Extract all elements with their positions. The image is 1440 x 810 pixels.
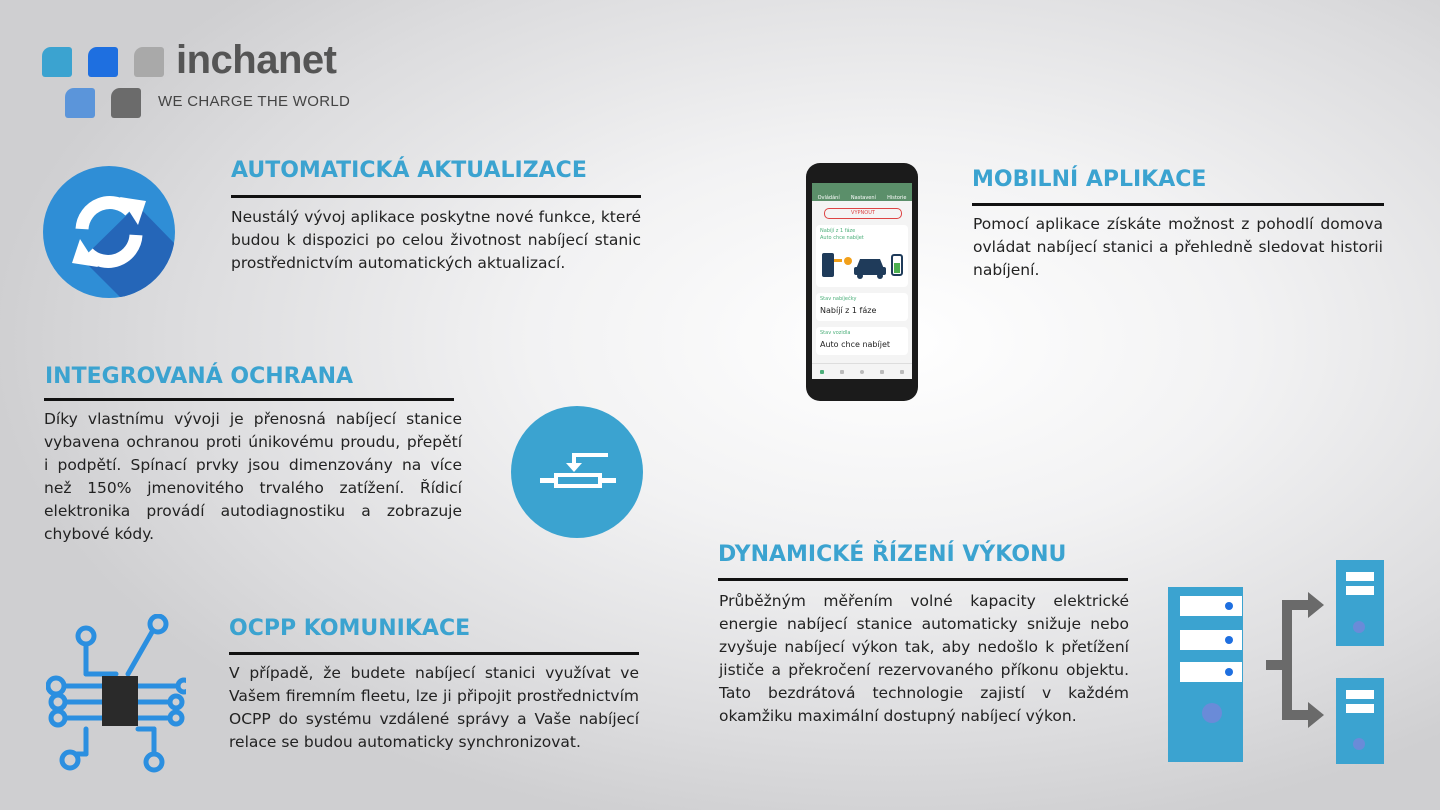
protection-title: INTEGROVANÁ OCHRANA (45, 364, 354, 389)
phone-off-button[interactable]: VYPNOUT (824, 208, 902, 219)
smartphone-icon (806, 163, 918, 401)
phone-screen (812, 183, 912, 379)
circuit-chip-icon (46, 614, 186, 774)
ocpp-rule (229, 652, 639, 655)
ocpp-title: OCPP KOMUNIKACE (229, 616, 471, 641)
phone-tab[interactable]: Ovládání (817, 195, 840, 201)
phone-card (816, 293, 908, 321)
dynamic-text: Průběžným měřením volné kapacity elektrické energie nabíjecí stanice automaticky snižuje nebo zvyšuje nabíjecí výkon tak, aby nedošlo k přetížení jističe a překročení rezervovaného příkonu objektu. Tato bezdrátová technologie zajistí v každém okamžiku maximální dostupný nabíjecí výkon. (719, 592, 1129, 725)
nav-dot[interactable] (860, 370, 864, 374)
phone-card-label: Stav nabíječky (820, 296, 857, 302)
mobile-title: MOBILNÍ APLIKACE (972, 167, 1207, 192)
phone-tab[interactable]: Nastavení (850, 195, 876, 201)
phone-tab-bar (812, 183, 912, 201)
logo-square (88, 47, 118, 77)
phone-card-value: Auto chce nabíjet (820, 340, 891, 349)
protection-text: Díky vlastnímu vývoji je přenosná nabíjecí stanice vybavena ochranou proti únikovému proudu, přepětí i podpětí. Spínací prvky jsou dimenzovány na více než 150% jmenovitého trvalého zatížení. Řídicí elektronika provádí autodiagnostiku a zobrazuje chybové kódy. (44, 410, 462, 543)
refresh-icon (42, 165, 176, 299)
mobile-rule (972, 203, 1384, 206)
auto-update-rule (231, 195, 641, 198)
phone-card-label: Stav vozidla (820, 330, 851, 336)
nav-dot[interactable] (900, 370, 904, 374)
car-charging-icon (820, 249, 906, 281)
dynamic-title: DYNAMICKÉ ŘÍZENÍ VÝKONU (718, 542, 1067, 567)
protection-rule (44, 398, 454, 401)
phone-tab[interactable]: Historie (887, 195, 907, 201)
logo-square (65, 88, 95, 118)
logo-square (111, 88, 141, 118)
phone-bottom-nav (812, 363, 912, 379)
nav-dot[interactable] (840, 370, 844, 374)
brand-name: inchanet (176, 38, 337, 82)
nav-dot[interactable] (820, 370, 824, 374)
auto-update-title: AUTOMATICKÁ AKTUALIZACE (231, 158, 587, 183)
phone-card-line: Nabíjí z 1 fáze (820, 228, 856, 234)
logo-square (134, 47, 164, 77)
logo-square (42, 47, 72, 77)
phone-card (816, 327, 908, 355)
phone-card-line: Auto chce nabíjet (820, 235, 864, 241)
mobile-text: Pomocí aplikace získáte možnost z pohodlí domova ovládat nabíjecí stanici a přehledně sledovat historii nabíjení. (973, 215, 1383, 279)
ocpp-text: V případě, že budete nabíjecí stanici využívat ve Vašem firemním fleetu, lze ji připojit prostřednictvím OCPP do systému vzdálené správy a Vaše nabíjecí relace se budou automaticky synchronizovat. (229, 664, 639, 751)
load-balancing-icon (1168, 560, 1388, 766)
brand-tagline: WE CHARGE THE WORLD (158, 93, 351, 110)
protection-switch-icon (510, 405, 644, 539)
phone-card (816, 225, 908, 287)
dynamic-rule (718, 578, 1128, 581)
auto-update-text: Neustálý vývoj aplikace poskytne nové funkce, které budou k dispozici po celou životnost nabíjecí stanic prostřednictvím automatických aktualizací. (231, 208, 641, 272)
phone-card-value: Nabíjí z 1 fáze (820, 306, 877, 315)
nav-dot[interactable] (880, 370, 884, 374)
